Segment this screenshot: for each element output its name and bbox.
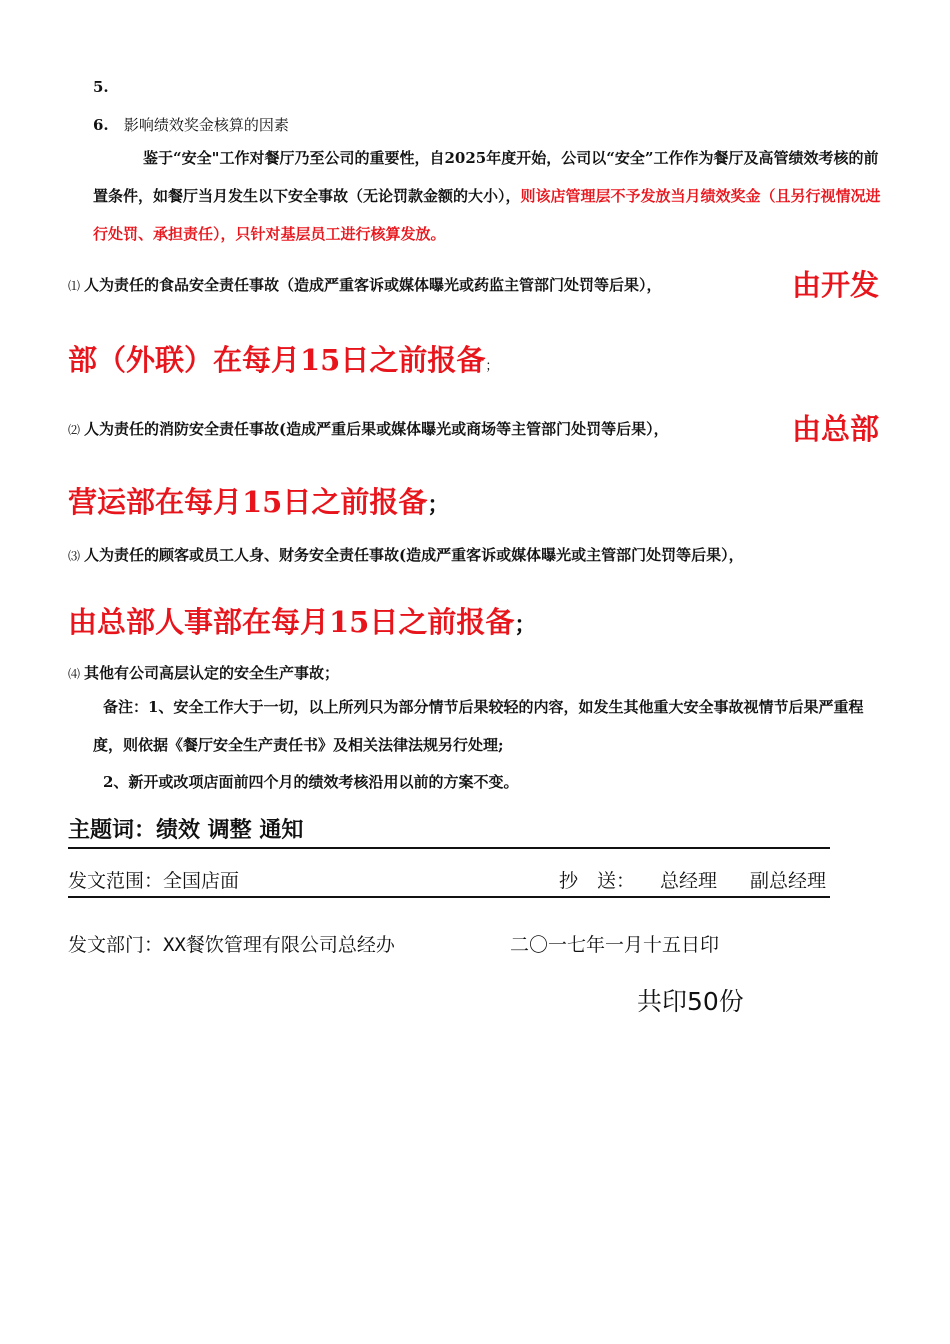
intro-text: 鉴于“安全"工作对餐厅乃至公司的重要性，自2025年度开始，公司以“安全”工作作为餐厅及高管绩效考核的前置条件，如餐厅当月发生以下安全事故（无论罚款金额的大小）， — [93, 149, 879, 205]
item-6-number: 6. — [93, 116, 109, 134]
incident-2-text: 人为责任的消防安全责任事故(造成严重后果或媒体曝光或商场等主管部门处罚等后果）， — [84, 420, 669, 438]
incident-1-red-line — [68, 338, 498, 379]
incident-3-text: 人为责任的顾客或员工人身、财务安全责任事故(造成严重客诉或媒体曝光或主管部门处罚等后果）， — [84, 546, 744, 564]
incident-3-line — [68, 544, 744, 565]
note-1: 备注：1、安全工作大于一切，以上所列只为部分情节后果较轻的内容，如发生其他重大安全事故视情节后果严重程度，则依据《餐厅安全生产责任书》及相关法律法规另行处理; — [93, 698, 864, 754]
incident-3-red-line — [68, 600, 536, 641]
incident-1-tail: ； — [485, 359, 499, 374]
incident-2-line — [68, 418, 669, 439]
incident-4-text: 其他有公司高层认定的安全生产事故； — [84, 664, 340, 682]
incident-3-red-next: 由总部人事部在每月15日之前报备 — [68, 605, 515, 639]
item-5-number: 5. — [93, 78, 109, 96]
incident-3-tail: ； — [514, 612, 537, 638]
note-2: 2、新开或改项店面前四个月的绩效考核沿用以前的方案不变。 — [103, 773, 519, 791]
incident-2-red-next: 营运部在每月15日之前报备 — [68, 485, 428, 519]
incident-1-red-next: 部（外联）在每月15日之前报备 — [68, 343, 486, 377]
incident-1-red-inline: 由开发 — [792, 268, 880, 302]
incident-2-marker: ⑵ — [68, 423, 81, 437]
scope-divider — [68, 896, 830, 898]
cc-label: 抄 送： — [559, 870, 636, 892]
intro-paragraph — [93, 139, 883, 253]
item-6-title: 影响绩效奖金核算的因素 — [123, 116, 289, 134]
incident-4-line — [68, 662, 339, 683]
incident-4-marker: ⑷ — [68, 667, 81, 681]
incident-1-marker: ⑴ — [68, 279, 81, 293]
subject-words: 主题词：绩效 调整 通知 — [68, 818, 304, 843]
subject-divider — [68, 847, 830, 849]
incident-3-marker: ⑶ — [68, 549, 81, 563]
issuing-department: 发文部门：XX餐饮管理有限公司总经办 — [68, 934, 395, 956]
incident-1-text: 人为责任的食品安全责任事故（造成严重客诉或媒体曝光或药监主管部门处罚等后果）， — [84, 276, 662, 294]
print-count: 共印50份 — [637, 987, 744, 1016]
incident-2-tail: ； — [427, 492, 450, 518]
cc-deputy-general-manager: 副总经理 — [750, 870, 827, 892]
intro-red-text: 则该店管理层不予发放当月绩效奖金（且另行视情况进行处罚、承担责任），只针对基层员工进行核算发放。 — [93, 187, 881, 243]
incident-1-line — [68, 274, 662, 295]
incident-2-red-inline: 由总部 — [792, 412, 880, 446]
cc-general-manager: 总经理 — [660, 870, 718, 892]
issue-date: 二〇一七年一月十五日印 — [510, 934, 720, 956]
incident-2-red-line — [68, 480, 449, 521]
distribution-scope: 发文范围：全国店面 — [68, 870, 240, 892]
item-6-heading — [93, 114, 289, 135]
